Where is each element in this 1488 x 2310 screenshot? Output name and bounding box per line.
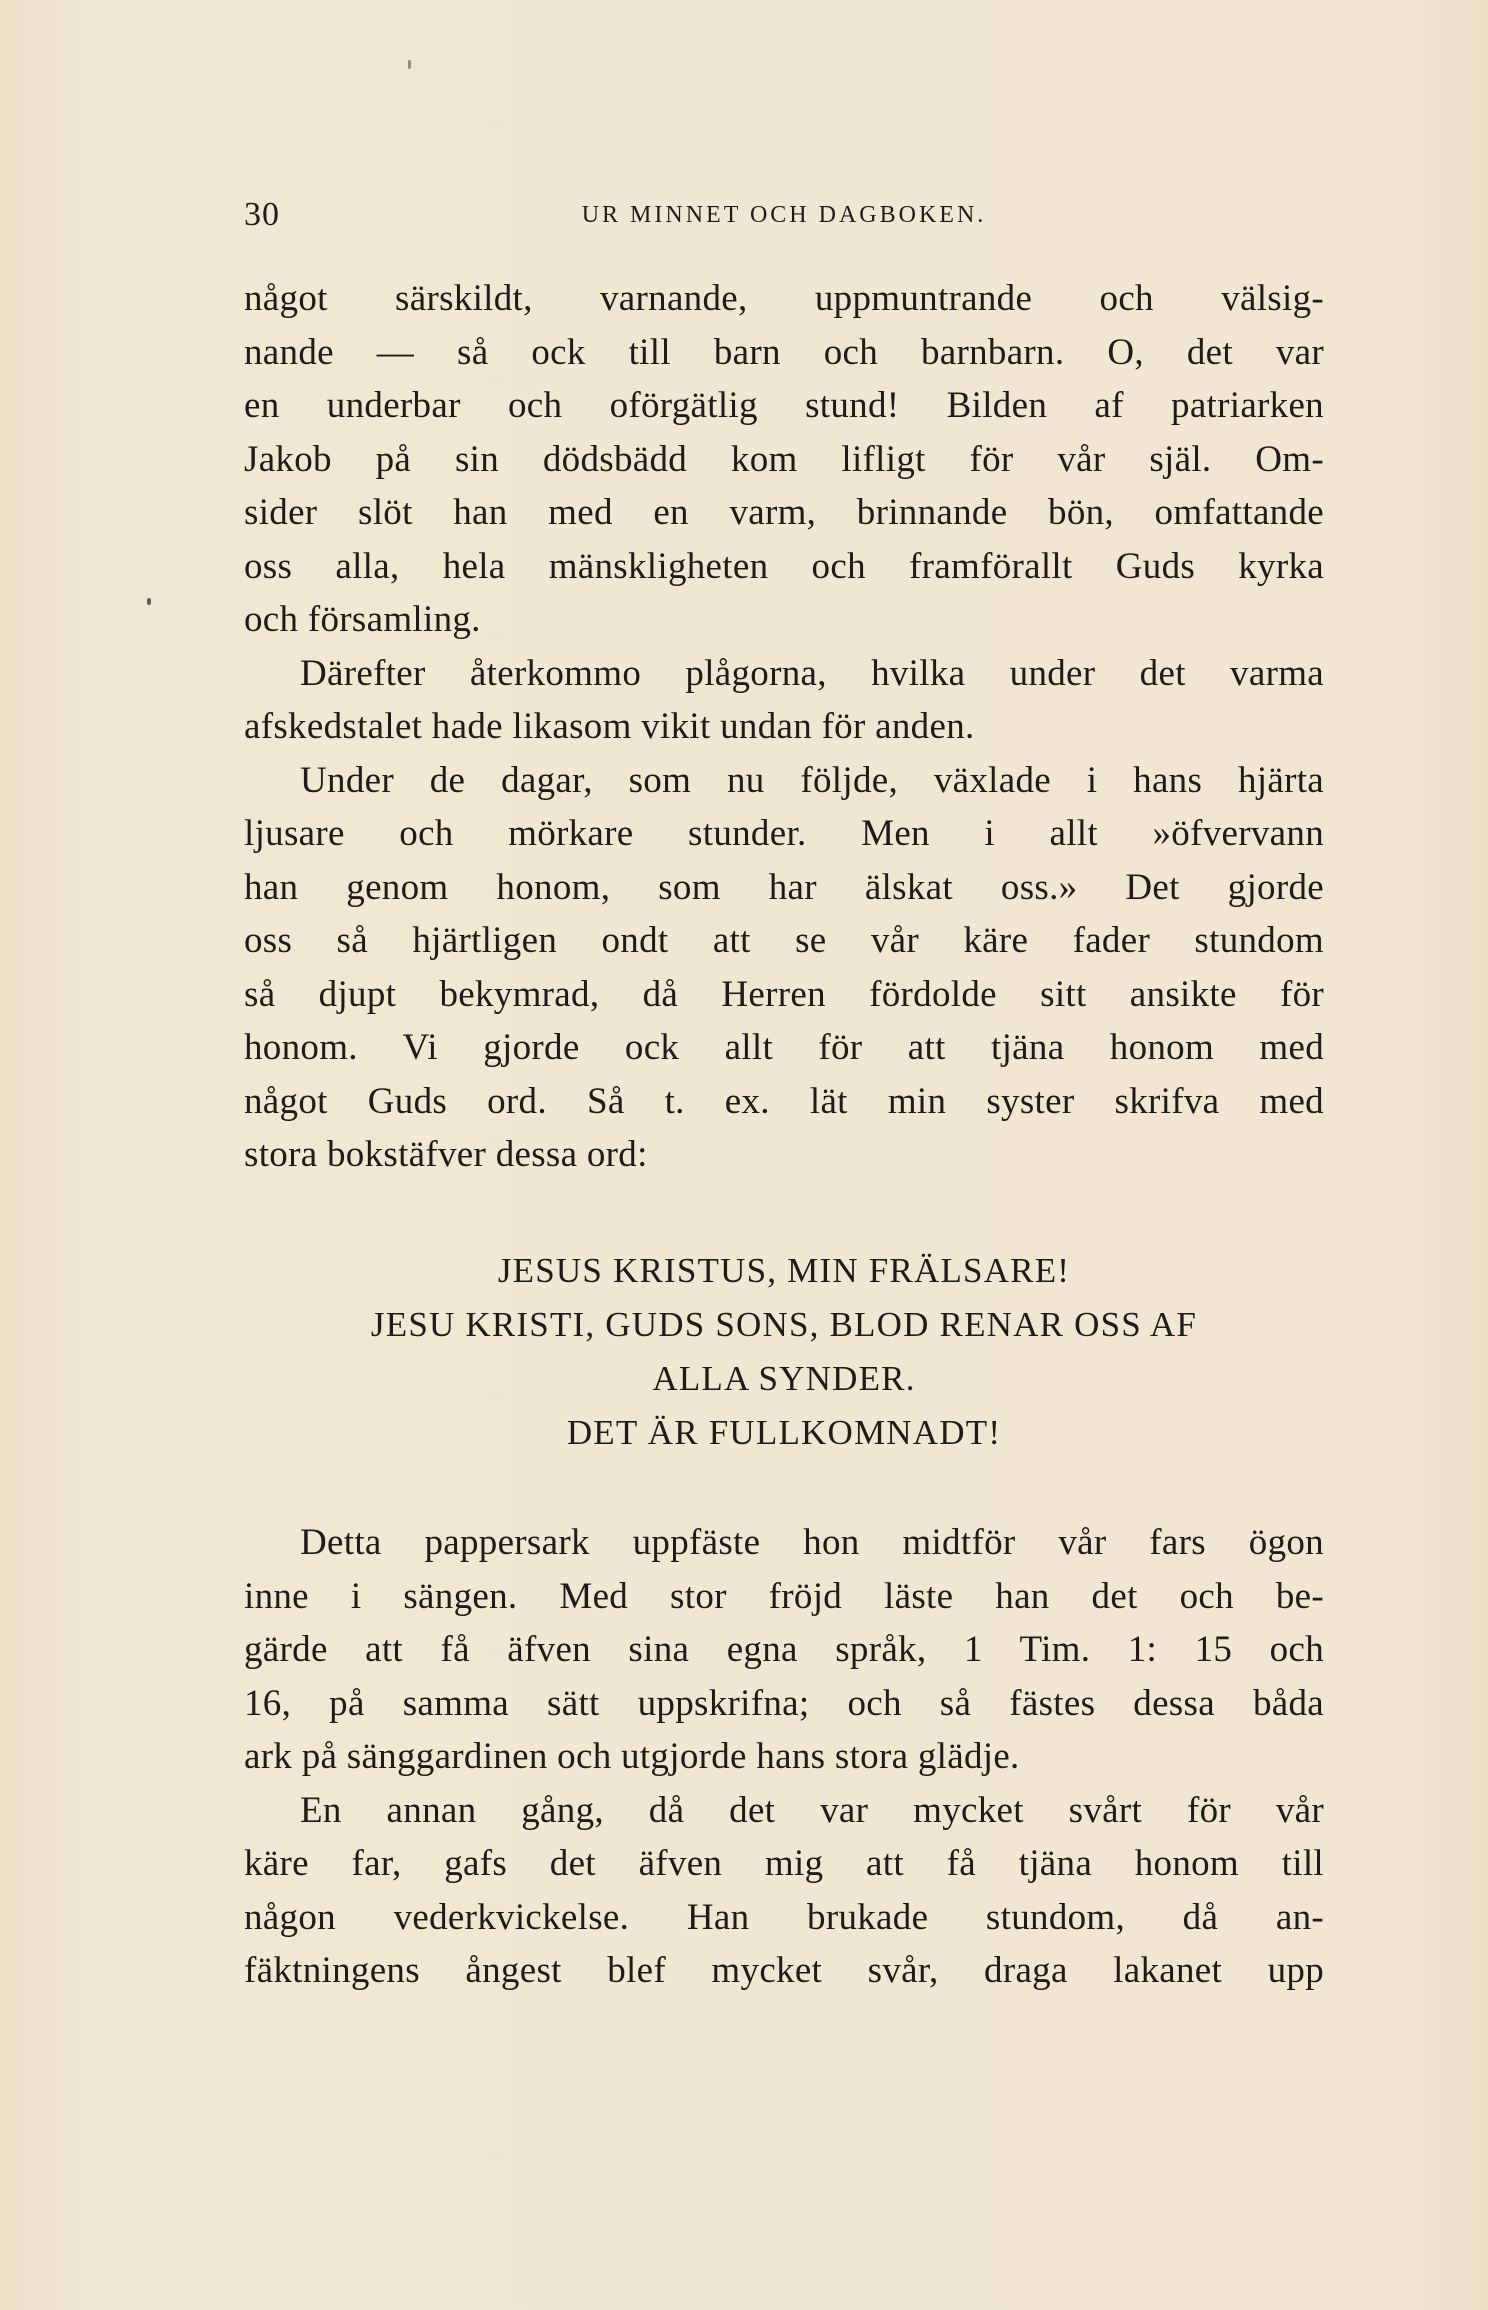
text-line: något särskildt, varnande, uppmuntrande och välsig- <box>244 278 1324 319</box>
text-line: honom. Vi gjorde ock allt för att tjäna honom med <box>244 1027 1324 1068</box>
text-line: så djupt bekymrad, då Herren fördolde sitt ansikte för <box>244 973 1324 1015</box>
text-line: Därefter återkommo plågorna, hvilka under det varma <box>300 652 1324 694</box>
body-text-bottom <box>244 1516 1324 1998</box>
running-title: UR MINNET OCH DAGBOKEN. <box>581 202 987 228</box>
text-line: Jakob på sin dödsbädd kom lifligt för vår själ. Om- <box>244 438 1324 480</box>
text-line: 16, på samma sätt uppskrifna; och så fästes dessa båda <box>244 1682 1324 1724</box>
text-line: käre far, gafs det äfven mig att få tjäna honom till <box>244 1843 1324 1884</box>
text-line: stora bokstäfver dessa ord: <box>244 1134 648 1175</box>
text-line: Under de dagar, som nu följde, växlade i hans hjärta <box>300 759 1324 801</box>
text-line: inne i sängen. Med stor fröjd läste han det och be- <box>244 1575 1324 1617</box>
text-line: fäktningens ångest blef mycket svår, draga lakanet upp <box>244 1950 1324 1991</box>
text-line: En annan gång, då det var mycket svårt för vår <box>300 1789 1324 1831</box>
capital-inscription <box>244 1244 1324 1460</box>
text-line: och församling. <box>244 599 481 640</box>
text-line: oss så hjärtligen ondt att se vår käre fader stundom <box>244 920 1324 961</box>
text-line: nande — så ock till barn och barnbarn. O, det var <box>244 331 1324 373</box>
page-speck <box>408 60 411 69</box>
text-line: något Guds ord. Så t. ex. lät min syster skrifva med <box>244 1080 1324 1122</box>
running-head <box>244 196 1344 236</box>
text-line: sider slöt han med en varm, brinnande bön, omfattande <box>244 492 1324 533</box>
text-line: afskedstalet hade likasom vikit undan för anden. <box>244 706 975 747</box>
text-line: ljusare och mörkare stunder. Men i allt »öfvervann <box>244 813 1324 854</box>
capital-line: JESUS KRISTUS, MIN FRÄLSARE! <box>497 1251 1071 1290</box>
capital-line: JESU KRISTI, GUDS SONS, BLOD RENAR OSS AF <box>370 1305 1198 1344</box>
text-line: oss alla, hela mänskligheten och framförallt Guds kyrka <box>244 545 1324 587</box>
text-line: någon vederkvickelse. Han brukade stundom, då an- <box>244 1896 1324 1938</box>
body-text-top <box>244 272 1324 1182</box>
text-line: gärde att få äfven sina egna språk, 1 Tim. 1: 15 och <box>244 1629 1324 1670</box>
capital-line: ALLA SYNDER. <box>652 1359 916 1398</box>
margin-speck <box>147 598 151 605</box>
page-number: 30 <box>244 196 280 233</box>
text-line: en underbar och oförgätlig stund! Bilden af patriarken <box>244 385 1324 426</box>
capital-line: DET ÄR FULLKOMNADT! <box>566 1413 1002 1452</box>
text-line: han genom honom, som har älskat oss.» Det gjorde <box>244 866 1324 908</box>
text-line: ark på sänggardinen och utgjorde hans stora glädje. <box>244 1736 1020 1777</box>
text-line: Detta pappersark uppfäste hon midtför vår fars ögon <box>300 1522 1324 1563</box>
